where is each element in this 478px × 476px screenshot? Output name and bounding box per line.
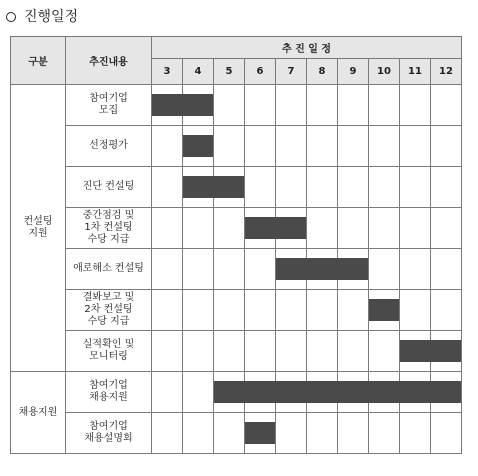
schedule-bar [276, 258, 307, 280]
month-cell [400, 126, 431, 167]
circle-bullet-icon [6, 12, 16, 22]
month-cell [214, 290, 245, 331]
month-cell [400, 290, 431, 331]
month-cell [400, 208, 431, 249]
month-cell [369, 126, 400, 167]
month-cell [214, 413, 245, 454]
month-cell [369, 372, 400, 413]
month-cell [245, 290, 276, 331]
month-cell [338, 85, 369, 126]
schedule-bar [400, 340, 431, 362]
month-cell [307, 372, 338, 413]
month-cell [245, 372, 276, 413]
month-cell [431, 208, 462, 249]
schedule-bar [430, 381, 461, 403]
month-header-12: 12 [431, 59, 462, 85]
month-cell [183, 290, 214, 331]
schedule-bar [306, 258, 338, 280]
month-cell [431, 126, 462, 167]
month-cell [338, 290, 369, 331]
schedule-bar [183, 176, 214, 198]
schedule-bar [213, 176, 244, 198]
month-cell [307, 85, 338, 126]
month-cell [307, 126, 338, 167]
group-label: 채용지원 [11, 372, 66, 454]
month-cell [214, 167, 245, 208]
month-cell [245, 249, 276, 290]
month-cell [338, 372, 369, 413]
month-cell [183, 372, 214, 413]
schedule-bar [337, 258, 368, 280]
month-cell [307, 331, 338, 372]
month-cell [152, 249, 183, 290]
month-cell [338, 126, 369, 167]
table-row [11, 331, 462, 372]
month-cell [276, 126, 307, 167]
month-cell [152, 290, 183, 331]
task-label: 진단 컨설팅 [66, 167, 152, 208]
month-cell [245, 85, 276, 126]
month-cell [369, 290, 400, 331]
month-header-10: 10 [369, 59, 400, 85]
month-cell [307, 249, 338, 290]
header-category: 구분 [11, 37, 66, 85]
month-cell [276, 290, 307, 331]
month-header-7: 7 [276, 59, 307, 85]
month-cell [369, 331, 400, 372]
month-cell [400, 413, 431, 454]
month-cell [400, 249, 431, 290]
month-cell [152, 126, 183, 167]
month-cell [152, 413, 183, 454]
month-cell [338, 413, 369, 454]
month-cell [307, 208, 338, 249]
schedule-bar [430, 340, 461, 362]
month-cell [152, 208, 183, 249]
schedule-bar [337, 381, 369, 403]
month-header-5: 5 [214, 59, 245, 85]
month-cell [307, 167, 338, 208]
month-cell [276, 331, 307, 372]
table-row [11, 372, 462, 413]
month-cell [400, 372, 431, 413]
month-header-9: 9 [338, 59, 369, 85]
month-header-8: 8 [307, 59, 338, 85]
schedule-bar [244, 381, 276, 403]
month-header-3: 3 [152, 59, 183, 85]
month-cell [338, 249, 369, 290]
month-cell [369, 167, 400, 208]
table-row [11, 85, 462, 126]
month-cell [431, 372, 462, 413]
schedule-bar [306, 381, 338, 403]
month-cell [431, 413, 462, 454]
month-cell [183, 85, 214, 126]
month-header-4: 4 [183, 59, 214, 85]
month-cell [245, 208, 276, 249]
month-cell [183, 413, 214, 454]
month-cell [369, 249, 400, 290]
table-row [11, 208, 462, 249]
month-cell [245, 331, 276, 372]
schedule-bar [182, 94, 213, 116]
month-cell [276, 372, 307, 413]
schedule-table [10, 36, 462, 454]
schedule-bar [399, 381, 431, 403]
table-row [11, 290, 462, 331]
month-cell [214, 372, 245, 413]
schedule-bar [245, 217, 276, 239]
month-cell [152, 331, 183, 372]
month-cell [431, 290, 462, 331]
month-cell [152, 85, 183, 126]
header-row-top [11, 37, 462, 59]
month-cell [245, 413, 276, 454]
schedule-bar [183, 135, 213, 157]
month-cell [245, 126, 276, 167]
month-cell [369, 85, 400, 126]
task-label: 참여기업 채용지원 [66, 372, 152, 413]
month-cell [431, 85, 462, 126]
month-cell [338, 331, 369, 372]
month-cell [276, 413, 307, 454]
table-row [11, 126, 462, 167]
month-cell [214, 249, 245, 290]
month-header-11: 11 [400, 59, 431, 85]
schedule-bar [152, 94, 183, 116]
table-row [11, 167, 462, 208]
header-schedule: 추 진 일 정 [152, 37, 462, 59]
month-cell [338, 208, 369, 249]
month-cell [400, 167, 431, 208]
month-cell [214, 126, 245, 167]
month-cell [431, 249, 462, 290]
group-label: 컨설팅 지원 [11, 85, 66, 372]
table-row [11, 413, 462, 454]
month-cell [183, 249, 214, 290]
month-header-6: 6 [245, 59, 276, 85]
schedule-bar [368, 381, 400, 403]
month-cell [276, 208, 307, 249]
month-cell [152, 372, 183, 413]
task-label: 참여기업 모집 [66, 85, 152, 126]
month-cell [369, 208, 400, 249]
month-cell [214, 85, 245, 126]
schedule-bar [214, 381, 245, 403]
schedule-bar [369, 299, 399, 321]
schedule-bar [245, 422, 275, 444]
task-label: 애로해소 컨설팅 [66, 249, 152, 290]
month-cell [338, 167, 369, 208]
header-content: 추진내용 [66, 37, 152, 85]
schedule-bar [275, 381, 307, 403]
month-cell [400, 85, 431, 126]
month-cell [431, 331, 462, 372]
month-cell [431, 167, 462, 208]
section-title: 진행일정 [24, 9, 79, 25]
month-cell [183, 208, 214, 249]
table-row [11, 249, 462, 290]
month-cell [369, 413, 400, 454]
task-label: 결봐보고 및 2차 컨설팅 수당 지급 [66, 290, 152, 331]
schedule-bar [275, 217, 306, 239]
task-label: 선정평가 [66, 126, 152, 167]
month-cell [183, 126, 214, 167]
month-cell [245, 167, 276, 208]
month-cell [276, 167, 307, 208]
task-label: 참여기업 채용설명회 [66, 413, 152, 454]
month-cell [400, 331, 431, 372]
month-cell [152, 167, 183, 208]
month-cell [276, 85, 307, 126]
month-cell [276, 249, 307, 290]
task-label: 중간점검 및 1차 컨설팅 수당 지급 [66, 208, 152, 249]
task-label: 실적확인 및 모니터링 [66, 331, 152, 372]
section-heading [6, 8, 78, 26]
month-cell [307, 413, 338, 454]
month-cell [183, 167, 214, 208]
month-cell [183, 331, 214, 372]
month-cell [214, 208, 245, 249]
month-cell [307, 290, 338, 331]
month-cell [214, 331, 245, 372]
